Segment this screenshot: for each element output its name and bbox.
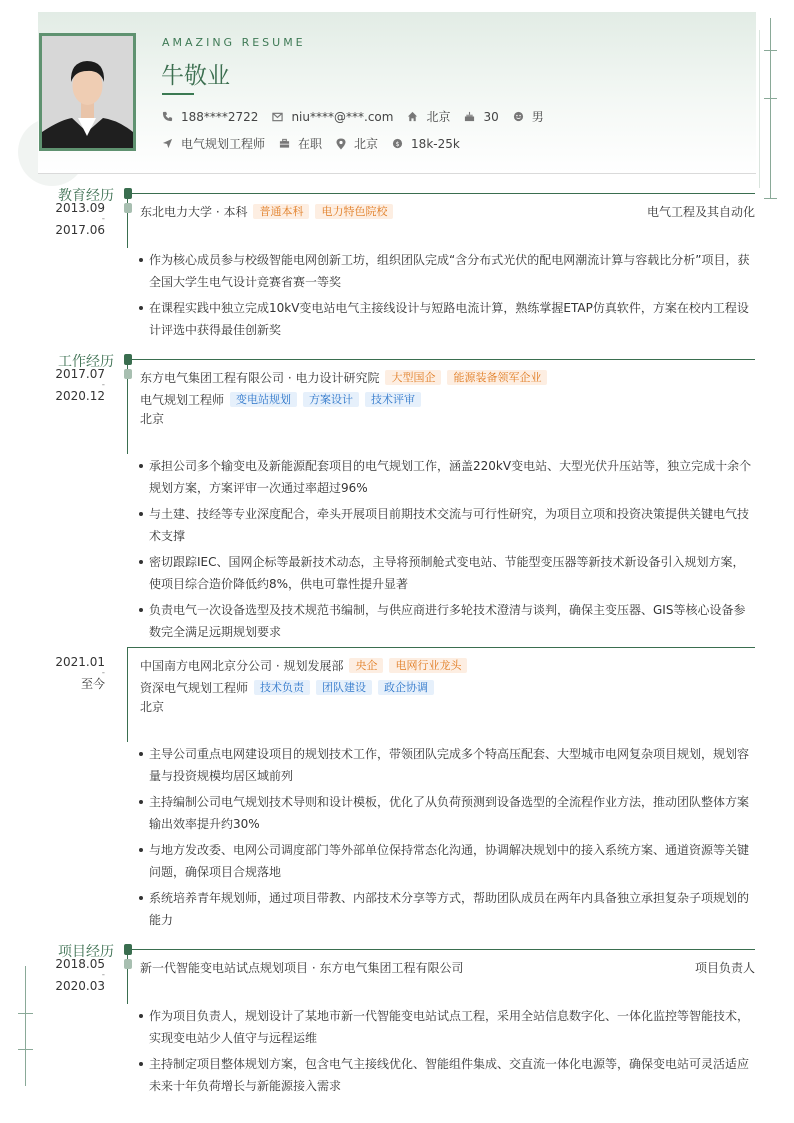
education-dates: 2013.09 - 2017.06 xyxy=(55,201,105,237)
age-info xyxy=(464,110,498,124)
position-title: 电气规划工程师 xyxy=(140,393,225,407)
work-company-row xyxy=(140,369,547,386)
email-address: niu****@***.com xyxy=(291,109,394,124)
resume-tagline: AMAZING RESUME xyxy=(162,36,306,49)
location-pin-icon xyxy=(336,138,346,150)
job-status: 在职 xyxy=(298,137,323,151)
entry-divider xyxy=(128,647,755,648)
list-item: 承担公司多个输变电及新能源配套项目的电气规划工作，涵盖220kV变电站、大型光伏升压站等，独立完成十余个规划方案，方案评审一次通过率超过96% xyxy=(139,455,756,499)
timeline-marker xyxy=(124,369,132,379)
section-marker xyxy=(124,944,132,955)
company-tag: 电网行业龙头 xyxy=(389,658,467,673)
age: 30 xyxy=(483,109,499,124)
position-tag: 技术负责 xyxy=(254,680,310,695)
school-name: 东北电力大学 · 本科 xyxy=(140,205,248,219)
company-name: 中国南方电网北京分公司 · 规划发展部 xyxy=(140,659,344,673)
project-dates: 2018.05 - 2020.03 xyxy=(55,957,105,993)
project-name: 新一代智能变电站试点规划项目 · 东方电气集团工程有限公司 xyxy=(140,961,464,975)
money-icon xyxy=(392,138,403,149)
position-tag: 变电站规划 xyxy=(230,392,297,407)
start-date: 2018.05 xyxy=(55,957,105,971)
target-position: 电气规划工程师 xyxy=(181,137,266,151)
target-city: 北京 xyxy=(354,137,379,151)
salary-info xyxy=(392,137,460,151)
decorative-line xyxy=(759,30,760,188)
list-item: 作为项目负责人，规划设计了某地市新一代智能变电站试点工程，采用全站信息数字化、一体化监控等智能技术，实现变电站少人值守与远程运维 xyxy=(139,1005,756,1049)
company-tag: 大型国企 xyxy=(385,370,441,385)
position-tag: 方案设计 xyxy=(303,392,359,407)
contact-info-row xyxy=(162,108,558,125)
work-city: 北京 xyxy=(140,412,165,426)
list-item: 负责电气一次设备选型及技术规范书编制，与供应商进行多轮技术澄清与谈判，确保主变压器、GIS等核心设备参数完全满足远期规划要求 xyxy=(139,599,756,643)
profile-photo xyxy=(39,33,136,151)
end-date: 2020.03 xyxy=(55,979,105,993)
timeline-bar xyxy=(127,647,128,742)
education-highlights xyxy=(139,249,756,345)
home-city-info xyxy=(407,108,450,125)
section-divider xyxy=(128,949,755,950)
work-position-row xyxy=(140,679,434,696)
project-role: 项目负责人 xyxy=(694,961,755,975)
gender: 男 xyxy=(531,110,544,124)
svg-text:$: $ xyxy=(395,139,400,148)
timeline-bar xyxy=(127,949,128,1004)
section-title-work: 工作经历 xyxy=(58,354,114,370)
start-date: 2021.01 xyxy=(55,655,105,669)
company-tag: 能源装备领军企业 xyxy=(447,370,547,385)
work-position-row xyxy=(140,391,421,408)
position-tag: 政企协调 xyxy=(378,680,434,695)
work-highlights xyxy=(139,455,756,647)
list-item: 与地方发改委、电网公司调度部门等外部单位保持常态化沟通，协调解决规划中的接入系统方案、通道资源等关键问题，确保项目合规落地 xyxy=(139,839,756,883)
phone-info xyxy=(162,110,258,124)
position-title: 资深电气规划工程师 xyxy=(140,681,249,695)
school-tag: 普通本科 xyxy=(253,204,309,219)
job-info-row xyxy=(162,135,474,152)
send-icon xyxy=(162,138,173,149)
expected-salary: 18k-25k xyxy=(411,136,460,151)
work-highlights xyxy=(139,743,756,935)
timeline-marker xyxy=(124,959,132,969)
list-item: 密切跟踪IEC、国网企标等最新技术动态，主导将预制舱式变电站、节能型变压器等新技术新设备引入规划方案，使项目综合造价降低约8%，供电可靠性提升显著 xyxy=(139,551,756,595)
list-item: 主持制定项目整体规划方案，包含电气主接线优化、智能组件集成、交直流一体化电源等，确保变电站可灵活适应未来十年负荷增长与新能源接入需求 xyxy=(139,1053,756,1097)
section-title-education: 教育经历 xyxy=(58,188,114,204)
mail-icon xyxy=(272,112,283,122)
cake-icon xyxy=(464,111,475,122)
section-divider xyxy=(128,359,755,360)
section-marker xyxy=(124,354,132,365)
resume-header xyxy=(38,12,756,174)
list-item: 在课程实践中独立完成10kV变电站电气主接线设计与短路电流计算，熟练掌握ETAP仿真软件，方案在校内工程设计评选中获得最佳创新奖 xyxy=(139,297,756,341)
company-tag: 央企 xyxy=(349,658,383,673)
timeline-bar xyxy=(127,193,128,248)
face-icon xyxy=(513,111,524,122)
section-title-projects: 项目经历 xyxy=(58,944,114,960)
position-tag: 技术评审 xyxy=(365,392,421,407)
school-tag: 电力特色院校 xyxy=(315,204,393,219)
target-city-info xyxy=(336,135,378,152)
work-company-row xyxy=(140,657,467,674)
start-date: 2013.09 xyxy=(55,201,105,215)
list-item: 主持编制公司电气规划技术导则和设计模板，优化了从负荷预测到设备选型的全流程作业方法，推动团队整体方案输出效率提升约30% xyxy=(139,791,756,835)
list-item: 系统培养青年规划师，通过项目带教、内部技术分享等方式，帮助团队成员在两年内具备独立承担复杂子项规划的能力 xyxy=(139,887,756,931)
candidate-name: 牛敬业 xyxy=(161,63,230,89)
list-item: 主导公司重点电网建设项目的规划技术工作，带领团队完成多个特高压配套、大型城市电网复杂项目规划，规划容量与投资规模均居区域前列 xyxy=(139,743,756,787)
home-icon xyxy=(407,111,418,122)
end-date: 至今 xyxy=(80,677,105,691)
education-major: 电气工程及其自动化 xyxy=(646,205,755,219)
company-name: 东方电气集团工程有限公司 · 电力设计研究院 xyxy=(140,371,380,385)
job-status-info xyxy=(279,135,322,152)
phone-number: 188****2722 xyxy=(181,109,259,124)
decorative-ruler xyxy=(770,18,771,198)
home-city: 北京 xyxy=(426,110,451,124)
project-name-row xyxy=(140,959,463,976)
end-date: 2020.12 xyxy=(55,389,105,403)
work-city: 北京 xyxy=(140,700,165,714)
decorative-ruler xyxy=(25,966,26,1086)
target-position-info xyxy=(162,135,265,152)
start-date: 2017.07 xyxy=(55,367,105,381)
education-school-row xyxy=(140,203,393,220)
timeline-marker xyxy=(124,203,132,213)
list-item: 作为核心成员参与校级智能电网创新工坊，组织团队完成“含分布式光伏的配电网潮流计算与容载比分析”项目，获全国大学生电气设计竞赛省赛一等奖 xyxy=(139,249,756,293)
work-dates: 2021.01 - 至今 xyxy=(55,655,105,691)
name-underline xyxy=(162,93,194,95)
gender-info xyxy=(513,108,544,125)
work-dates: 2017.07 - 2020.12 xyxy=(55,367,105,403)
position-tag: 团队建设 xyxy=(316,680,372,695)
briefcase-icon xyxy=(279,138,290,149)
list-item: 与土建、技经等专业深度配合，牵头开展项目前期技术交流与可行性研究，为项目立项和投资决策提供关键电气技术支撑 xyxy=(139,503,756,547)
email-info xyxy=(272,110,393,124)
section-marker xyxy=(124,188,132,199)
project-highlights xyxy=(139,1005,756,1101)
end-date: 2017.06 xyxy=(55,223,105,237)
phone-icon xyxy=(162,111,173,122)
section-divider xyxy=(128,193,755,194)
